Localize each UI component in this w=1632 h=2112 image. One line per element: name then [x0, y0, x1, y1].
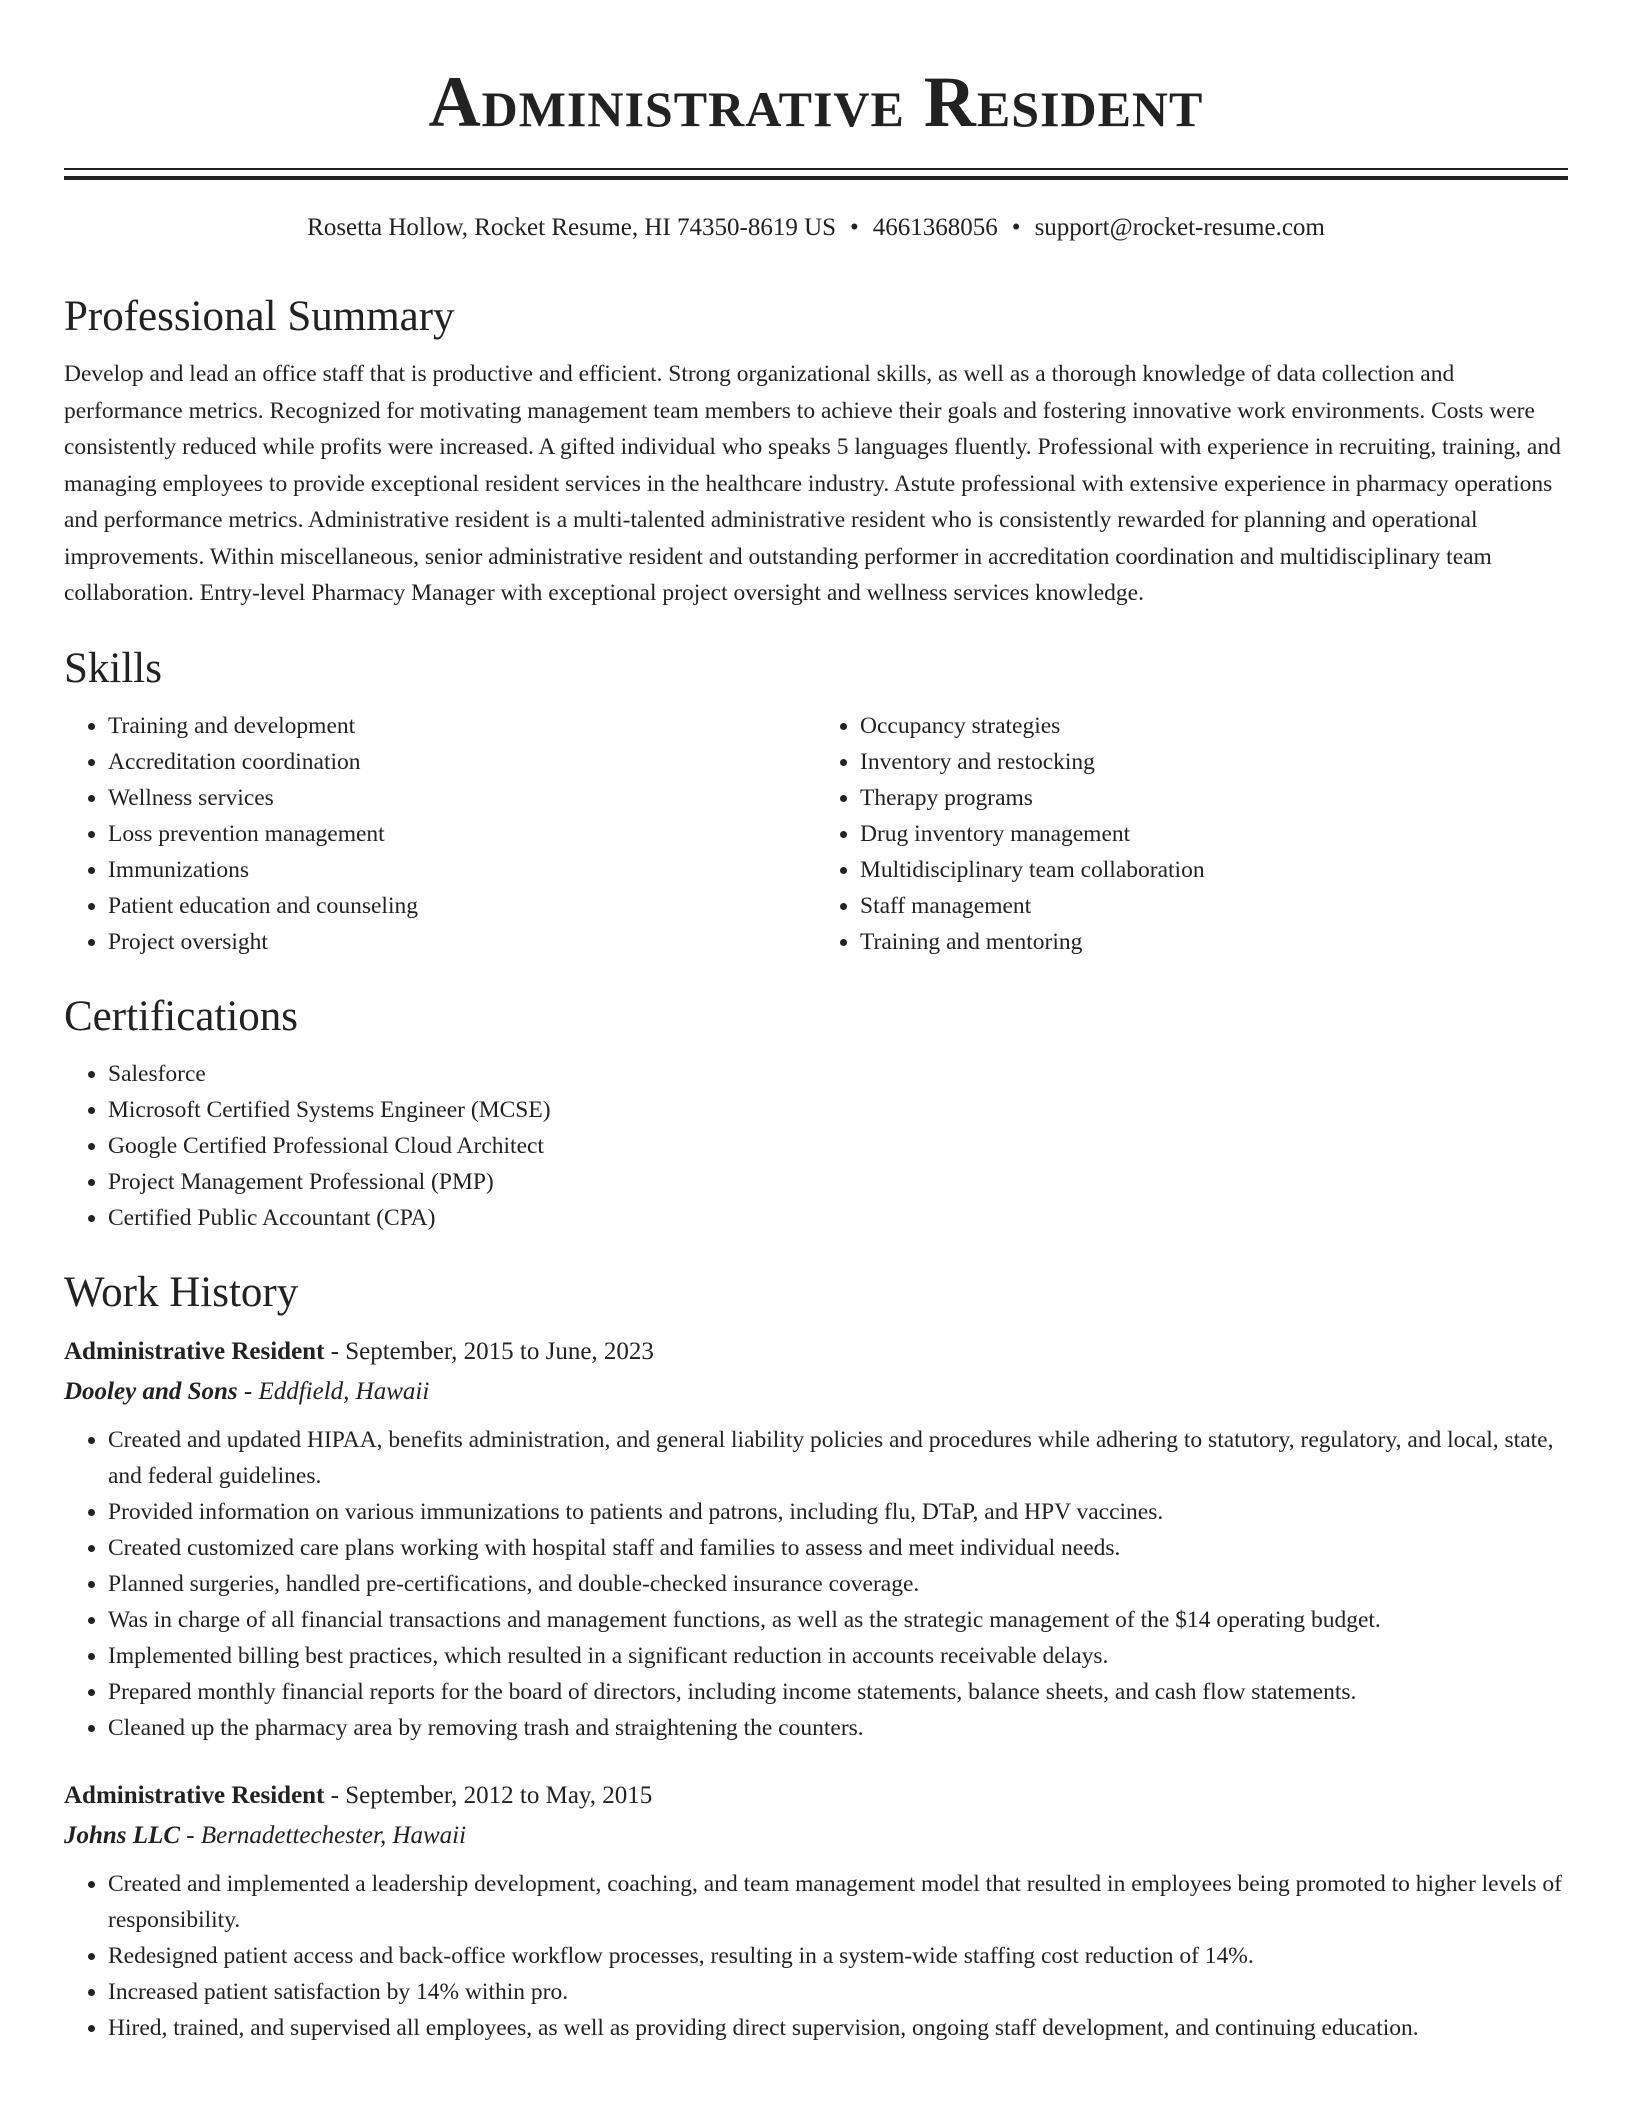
- skill-item: • Inventory and restocking: [860, 744, 1568, 780]
- job-bullet: • Created and implemented a leadership development, coaching, and team management model that resulted in employees being promoted to higher levels of responsibility.: [108, 1866, 1568, 1938]
- contact-line: [64, 212, 1568, 244]
- contact-separator: •: [1011, 214, 1021, 241]
- job-entry: [64, 1776, 1568, 2046]
- job-location: - Eddfield, Hawaii: [237, 1377, 430, 1405]
- certification-item: • Salesforce: [108, 1056, 1568, 1092]
- job-title: Administrative Resident: [64, 1781, 325, 1809]
- skill-item: • Therapy programs: [860, 780, 1568, 816]
- skill-item: • Immunizations: [108, 852, 816, 888]
- contact-separator: •: [850, 214, 859, 241]
- skill-item: • Accreditation coordination: [108, 744, 816, 780]
- job-employer: [64, 1816, 1568, 1856]
- certifications-heading: Certifications: [64, 992, 299, 1040]
- job-dates: - September, 2015 to June, 2023: [324, 1337, 654, 1365]
- certification-item: • Google Certified Professional Cloud Architect: [108, 1128, 1568, 1164]
- certification-item: • Certified Public Accountant (CPA): [108, 1200, 1568, 1236]
- skill-item: • Wellness services: [108, 780, 816, 816]
- work-history-heading: Work History: [64, 1268, 299, 1316]
- certifications-list: [64, 1056, 1568, 1236]
- job-bullet: • Provided information on various immunizations to patients and patrons, including flu, DTaP, and HPV vaccines.: [108, 1494, 1568, 1530]
- job-bullet: • Hired, trained, and supervised all employees, as well as providing direct supervision, ongoing staff development, and continuing education.: [108, 2010, 1568, 2046]
- job-header: [64, 1776, 1568, 1816]
- certification-item: • Microsoft Certified Systems Engineer (MCSE): [108, 1092, 1568, 1128]
- title-divider-thin: [64, 168, 1568, 170]
- skill-item: • Patient education and counseling: [108, 888, 816, 924]
- skill-item: • Training and development: [108, 708, 816, 744]
- job-bullet: • Increased patient satisfaction by 14% within pro.: [108, 1974, 1568, 2010]
- certification-item: • Project Management Professional (PMP): [108, 1164, 1568, 1200]
- resume-title: Administrative Resident: [428, 62, 1204, 142]
- title-divider-thick: [64, 176, 1568, 180]
- skills-list-left: [64, 708, 816, 960]
- job-bullet: • Cleaned up the pharmacy area by removing trash and straightening the counters.: [108, 1710, 1568, 1746]
- job-company: Johns LLC: [64, 1821, 181, 1849]
- job-dates: - September, 2012 to May, 2015: [324, 1781, 653, 1809]
- summary-text: Develop and lead an office staff that is productive and efficient. Strong organizational skills, as well as a thorough knowledge of data collection and performance metrics. Recognized for motivating management team members to achieve their goals and fostering innovative work environments. Costs were consistently reduced while profits were increased. A gifted individual who speaks 5 languages fluently. Professional with experience in recruiting, training, and managing employees to provide exceptional resident services in the healthcare industry. Astute professional with extensive experience in pharmacy operations and performance metrics. Administrative resident is a multi-talented administrative resident who is consistently rewarded for planning and operational improvements. Within miscellaneous, senior administrative resident and outstanding performer in accreditation coordination and multidisciplinary team collaboration. Entry-level Pharmacy Manager with exceptional project oversight and wellness services knowledge.: [64, 361, 1561, 606]
- contact-phone: 4661368056: [872, 214, 998, 241]
- job-company: Dooley and Sons: [64, 1377, 238, 1405]
- job-bullet: • Was in charge of all financial transactions and management functions, as well as the strategic management of the $14 operating budget.: [108, 1602, 1568, 1638]
- job-bullets: [64, 1422, 1568, 1746]
- summary-heading: Professional Summary: [64, 293, 455, 340]
- contact-email: support@rocket-resume.com: [1034, 214, 1325, 241]
- skills-list-right: [816, 708, 1568, 960]
- job-bullets: [64, 1866, 1568, 2046]
- skill-item: • Staff management: [860, 888, 1568, 924]
- skill-item: • Occupancy strategies: [860, 708, 1568, 744]
- contact-address: Rosetta Hollow, Rocket Resume, HI 74350-8619 US: [307, 214, 837, 241]
- skill-item: • Drug inventory management: [860, 816, 1568, 852]
- job-entry: [64, 1332, 1568, 1746]
- skills-columns: [64, 708, 1568, 960]
- job-title: Administrative Resident: [64, 1337, 325, 1365]
- job-bullet: • Planned surgeries, handled pre-certifications, and double-checked insurance coverage.: [108, 1566, 1568, 1602]
- skill-item: • Project oversight: [108, 924, 816, 960]
- job-bullet: • Implemented billing best practices, which resulted in a significant reduction in accounts receivable delays.: [108, 1638, 1568, 1674]
- skill-item: • Loss prevention management: [108, 816, 816, 852]
- job-bullet: • Redesigned patient access and back-office workflow processes, resulting in a system-wide staffing cost reduction of 14%.: [108, 1938, 1568, 1974]
- job-header: [64, 1332, 1568, 1372]
- skill-item: • Training and mentoring: [860, 924, 1568, 960]
- job-bullet: • Prepared monthly financial reports for the board of directors, including income statements, balance sheets, and cash flow statements.: [108, 1674, 1568, 1710]
- skills-heading: Skills: [64, 644, 162, 692]
- job-bullet: • Created customized care plans working with hospital staff and families to assess and meet individual needs.: [108, 1530, 1568, 1566]
- job-bullet: • Created and updated HIPAA, benefits administration, and general liability policies and procedures while adhering to statutory, regulatory, and local, state, and federal guidelines.: [108, 1422, 1568, 1494]
- job-employer: [64, 1372, 1568, 1412]
- job-location: - Bernadettechester, Hawaii: [180, 1821, 467, 1849]
- skill-item: • Multidisciplinary team collaboration: [860, 852, 1568, 888]
